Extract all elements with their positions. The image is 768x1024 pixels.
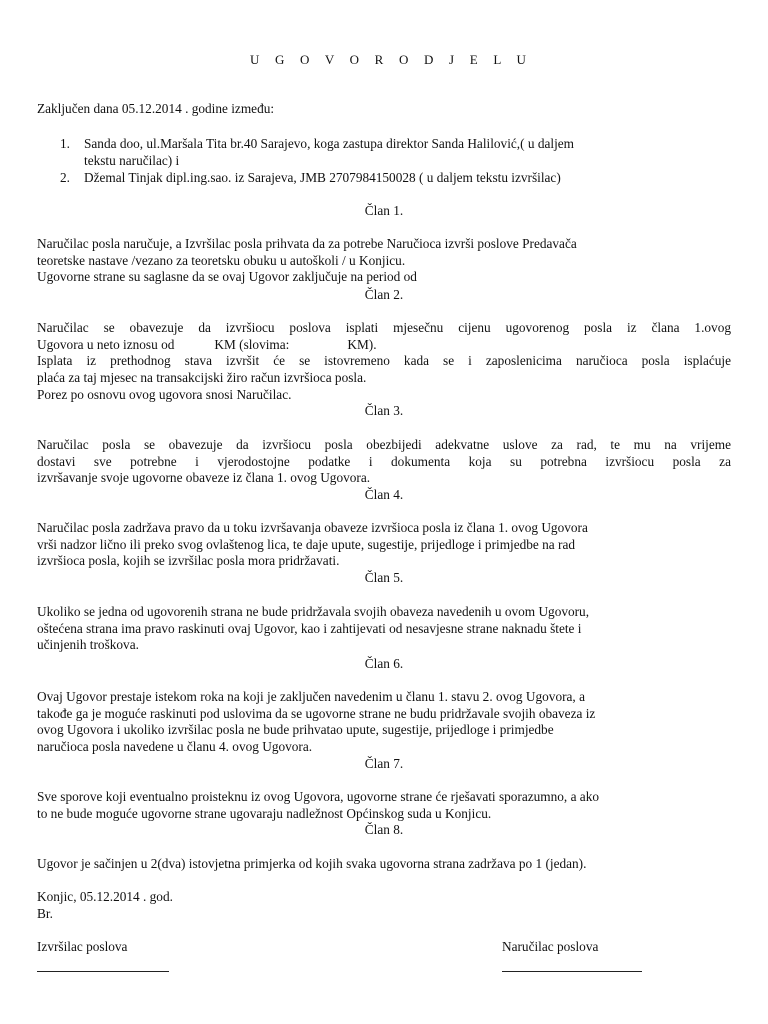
clan-1-line-3: Ugovorne strane su saglasne da se ovaj Ugovor zaključuje na period od [37,269,417,285]
clan-5-heading: Član 5. [364,570,404,585]
place-date: Konjic, 05.12.2014 . god. [37,889,173,904]
clan-5-line-2: oštećena strana ima pravo raskinuti ovaj Ugovor, kao i zahtijevati od nesavjesne strane naknadu štete i [37,620,582,636]
clan-2-amount-end: KM). [347,336,377,352]
clan-5-line-3: učinjenih troškova. [37,637,139,653]
clan-7-text [37,789,731,822]
intro-line: Zaključen dana 05.12.2014 . godine između: [37,101,275,116]
clan-8-heading: Član 8. [364,822,404,837]
clan-4-line-1: Naručilac posla zadržava pravo da u toku izvršavanja obaveze izvršioca posla iz člana 1. ovog Ugovora [37,520,588,535]
signature-label-contractor: Izvršilac poslova [37,939,128,954]
clan-3-line-3: izvršavanje svoje ugovorne obaveze iz člana 1. ovog Ugovora. [37,470,371,486]
clan-2-amount-label: Ugovora u neto iznosu od [37,336,175,352]
clan-8-line-1: Ugovor je sačinjen u 2(dva) istovjetna primjerka od kojih svaka ugovorna strana zadržava po 1 (jedan). [37,856,587,871]
registry-number: Br. [37,906,53,921]
clan-2-line-2 [37,337,731,354]
clan-7-line-2: to ne bude moguće ugovorne strane ugovaraju nadležnost Općinskog suda u Konjicu. [37,805,492,821]
clan-2-heading: Član 2. [364,287,404,302]
signature-line-client [502,971,642,972]
clan-7-line-1: Sve sporove koji eventualno proisteknu iz ovog Ugovora, ugovorne strane će rješavati sporazumno, a ako [37,789,600,804]
clan-3-line-2: dostavi sve potrebne i vjerodostojne podatke i dokumenta koja su potrebna izvršiocu posla za [37,453,731,469]
clan-4-line-2: vrši nadzor lično ili preko svog ovlaštenog lica, te daje upute, sugestije, prijedloge i primjedbe na rad [37,536,576,552]
clan-3-heading: Član 3. [364,403,404,418]
clan-6-text [37,689,731,756]
clan-5-line-1: Ukoliko se jedna od ugovorenih strana ne bude pridržavala svojih obaveza navedenih u ovom Ugovoru, [37,604,590,619]
clan-1-heading: Član 1. [364,203,404,218]
clan-3-line-1: Naručilac posla se obavezuje da izvršiocu posla obezbijedi adekvatne uslove za rad, te mu na vrijeme [37,437,731,452]
clan-5-text [37,604,731,654]
party-1-number: 1. [60,136,70,151]
clan-3-text [37,437,731,487]
clan-2-text [37,320,731,404]
signature-line-contractor [37,971,169,972]
clan-1-line-2: teoretske nastave /vezano za teoretsku obuku u autoškoli / u Konjicu. [37,252,406,268]
clan-2-amount-words-label: KM (slovima: [214,336,290,352]
document-title: U G O V O R O D J E L U [249,52,533,67]
clan-4-text [37,520,731,570]
clan-6-heading: Član 6. [364,656,404,671]
party-2-line-1: Džemal Tinjak dipl.ing.sao. iz Sarajeva, JMB 2707984150028 ( u daljem tekstu izvršilac) [84,170,561,185]
clan-1-text [37,236,731,286]
clan-6-line-2: takođe ga je moguće raskinuti pod uslovima da se ugovorne strane ne budu pridržavale svojih obaveza iz [37,705,596,721]
party-2-number: 2. [60,170,70,185]
clan-8-text [37,856,731,873]
clan-2-line-3: Isplata iz prethodnog stava izvršit će se istovremeno kada se i zaposlenicima naručioca posla isplaćuje [37,353,731,369]
clan-4-heading: Član 4. [364,487,404,502]
clan-6-line-4: naručioca posla navedene u članu 4. ovog Ugovora. [37,739,313,755]
clan-6-line-1: Ovaj Ugovor prestaje istekom roka na koji je zaključen navedenim u članu 1. stavu 2. ovog Ugovora, a [37,689,585,704]
clan-2-line-1: Naručilac se obavezuje da izvršiocu poslova isplati mjesečnu cijenu ugovorenog posla iz člana 1.ovog [37,320,731,335]
clan-2-line-4: plaća za taj mjesec na transakcijski žiro račun izvršioca posla. [37,370,367,386]
party-1-line-2: tekstu naručilac) i [84,152,180,168]
clan-6-line-3: ovog Ugovora i ukoliko izvršilac posla ne bude prihvatao upute, sugestije, prijedloge i primjedbe [37,722,554,738]
clan-1-line-1: Naručilac posla naručuje, a Izvršilac posla prihvata da za potrebe Naručioca izvrši poslove Predavača [37,236,577,251]
party-1-line-1: Sanda doo, ul.Maršala Tita br.40 Sarajevo, koga zastupa direktor Sanda Halilović,( u daljem [84,136,575,151]
clan-4-line-3: izvršioca posla, kojih se izvršilac posla mora pridržavati. [37,553,340,569]
clan-7-heading: Član 7. [364,756,404,771]
signature-label-client: Naručilac poslova [502,939,599,954]
clan-2-line-5: Porez po osnovu ovog ugovora snosi Naručilac. [37,386,292,402]
